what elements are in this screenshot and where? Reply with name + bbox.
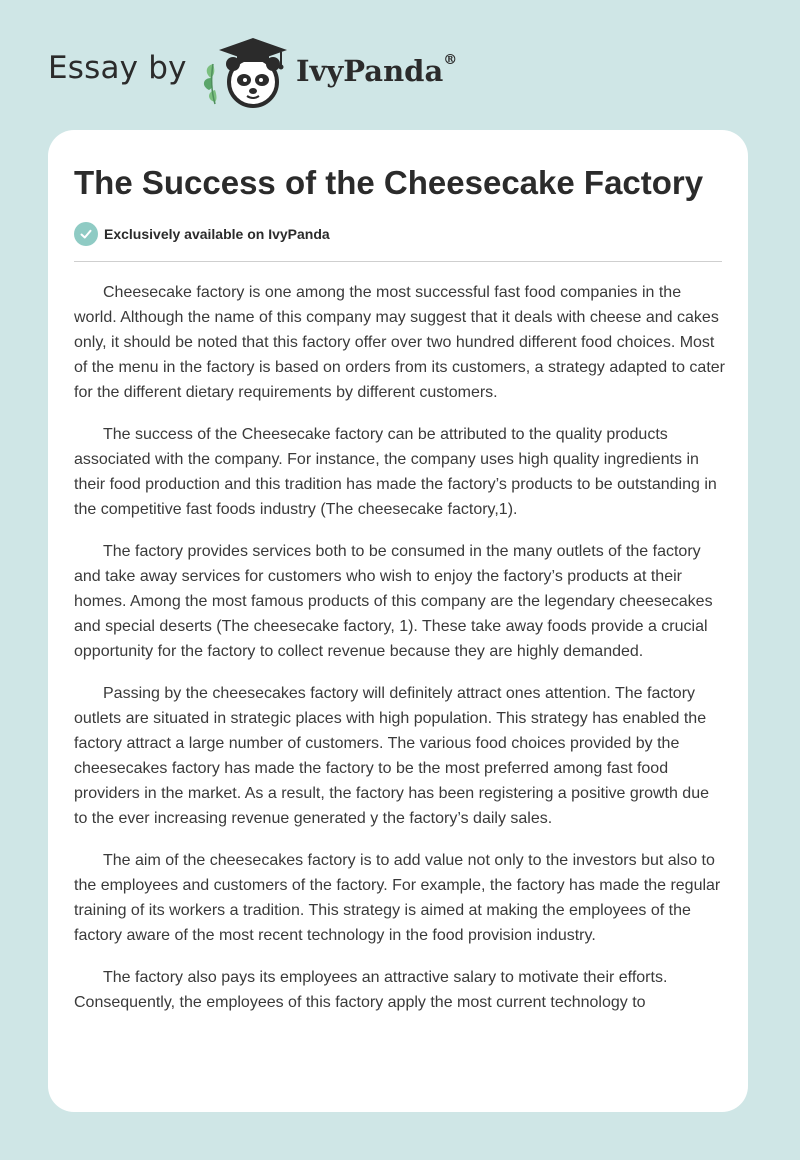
- paragraph: Cheesecake factory is one among the most successful fast food companies in the world. Although the name of this company may suggest that it deals with cheese and cakes only, it should be noted that this factory offer over two hundred different food choices. Most of the menu in the factory is based on orders from its customers, a strategy adapted to cater for the different dietary requirements by different customers.: [74, 284, 725, 401]
- essay-body: [74, 280, 726, 1032]
- essay-card: [48, 130, 748, 1112]
- registered-mark: ®: [443, 52, 458, 68]
- site-header: [48, 34, 548, 114]
- paragraph: The factory also pays its employees an attractive salary to motivate their efforts. Consequently, the employees of this factory apply the most current technology to: [74, 969, 668, 1011]
- paragraph: The aim of the cheesecakes factory is to add value not only to the investors but also to the employees and customers of the factory. For example, the factory has made the regular training of its workers a tradition. This strategy is aimed at making the employees of the factory aware of the most recent technology in the food provision industry.: [74, 852, 721, 944]
- paragraph: Passing by the cheesecakes factory will definitely attract ones attention. The factory outlets are situated in strategic places with high population. This strategy has enabled the factory attract a large number of customers. The various food choices provided by the cheesecakes factory has made the factory to be the most preferred among fast food providers in the market. As a result, the factory has been registering a positive growth due to the ever increasing revenue generated y the factory’s daily sales.: [74, 685, 709, 827]
- paragraph: The success of the Cheesecake factory can be attributed to the quality products associated with the company. For instance, the company uses high quality ingredients in their food production and this tradition has made the factory’s products to be outstanding in the competitive fast foods industry (The cheesecake factory,1).: [74, 426, 717, 518]
- exclusive-badge: [74, 222, 330, 246]
- page-title: The Success of the Cheesecake Factory: [74, 164, 704, 201]
- brand-name: IvyPanda®: [296, 52, 458, 88]
- paragraph: The factory provides services both to be consumed in the many outlets of the factory and take away services for customers who wish to enjoy the factory’s products at their homes. Among the most famous products of this company are the legendary cheesecakes and special deserts (The cheesecake factory, 1). These take away foods provide a crucial opportunity for the factory to collect revenue because they are highly demanded.: [74, 543, 713, 660]
- check-icon: [74, 222, 98, 246]
- ivypanda-logo-icon[interactable]: [201, 34, 293, 110]
- exclusive-badge-label: Exclusively available on IvyPanda: [104, 226, 330, 242]
- title-divider: [74, 261, 722, 262]
- essay-by-label: Essay by: [48, 50, 187, 86]
